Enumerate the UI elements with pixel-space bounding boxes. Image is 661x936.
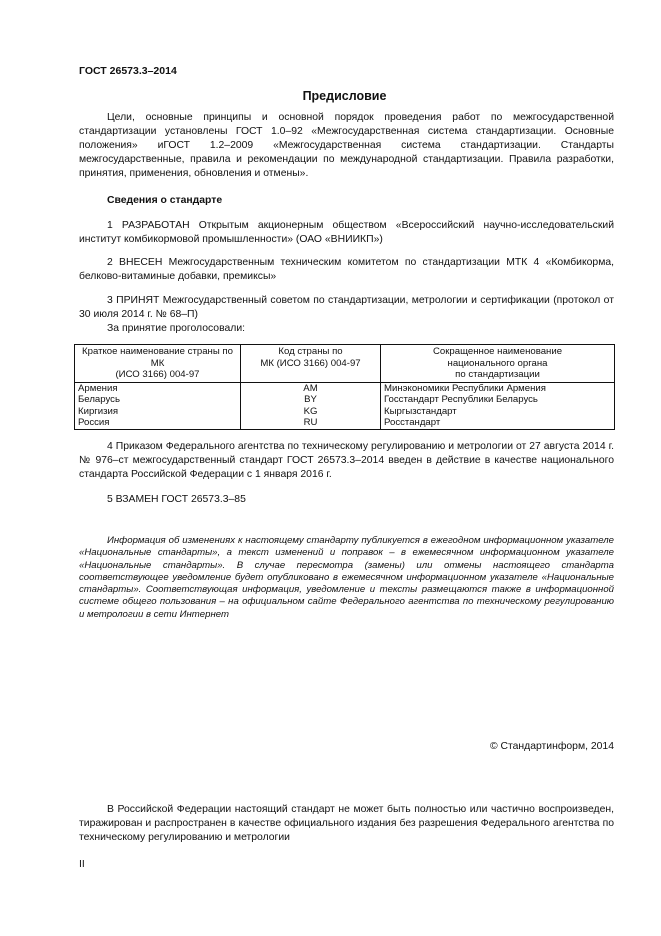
cell-country: Киргизия <box>75 406 241 418</box>
standard-code-header: ГОСТ 26573.3–2014 <box>79 65 177 77</box>
table-header-row <box>75 345 615 383</box>
preface-intro-paragraph: Цели, основные принципы и основной порядок проведения работ по межгосударственной стандартизации установлены ГОСТ 1.0–92 «Межгосударственная система стандартизации. Основные положения» иГОСТ 1.2–2009 «Межгосударственная система стандартизации. Стандарты межгосударственные, правила и рекомендации по международной стандартизации. Правила разработки, принятия, применения, обновления и отмены». <box>79 112 614 179</box>
cell-code: BY <box>241 394 381 406</box>
item-enacted: 4 Приказом Федерального агентства по техническому регулированию и метрологии от 27 августа 2014 г. № 976–ст межгосударственный стандарт ГОСТ 26573.3–2014 введен в действие в качестве национального стандарта Российской Федерации с 1 января 2016 г. <box>79 441 614 480</box>
preface-title <box>0 89 661 103</box>
column-header-country: Краткое наименование страны по МК (ИСО 3166) 004-97 <box>75 345 241 383</box>
table-row <box>75 417 615 429</box>
cell-country: Беларусь <box>75 394 241 406</box>
voted-label: За принятие проголосовали: <box>107 323 246 334</box>
copyright-line: © Стандартинформ, 2014 <box>489 741 614 752</box>
cell-code: KG <box>241 406 381 418</box>
item-developed-by: 1 РАЗРАБОТАН Открытым акционерным обществом «Всероссийский научно-исследовательский институт комбикормовой промышленности» (ОАО «ВНИИКП») <box>79 220 614 245</box>
preface-title-text: Предисловие <box>302 89 387 103</box>
cell-code: RU <box>241 417 381 429</box>
cell-code: AM <box>241 382 381 394</box>
voting-countries-table <box>74 344 615 430</box>
standard-info-subtitle: Сведения о стандарте <box>107 195 223 206</box>
reproduction-notice: В Российской Федерации настоящий стандарт не может быть полностью или частично воспроизведен, тиражирован и распространен в качестве официального издания без разрешения Федерального агентства по техническому регулированию и метрологии <box>79 804 614 843</box>
item-adopted-by: 3 ПРИНЯТ Межгосударственный советом по стандартизации, метрологии и сертификации (протокол от 30 июля 2014 г. № 68–П) <box>79 295 614 320</box>
cell-body: Кыргызстандарт <box>381 406 615 418</box>
cell-country: Россия <box>75 417 241 429</box>
cell-body: Росстандарт <box>381 417 615 429</box>
table-row <box>75 406 615 418</box>
column-header-code: Код страны по МК (ИСО 3166) 004-97 <box>241 345 381 383</box>
cell-country: Армения <box>75 382 241 394</box>
changes-info-note: Информация об изменениях к настоящему стандарту публикуется в ежегодном информационном указателе «Национальные стандарты», а текст изменений и поправок – в ежемесячном информационном указателе «Национальные стандарты». В случае пересмотра (замены) или отмены настоящего стандарта соответствующее уведомление будет опубликовано в ежемесячном информационном указателе «Национальные стандарты». Соответствующая информация, уведомление и тексты размещаются также в информационной системе общего пользования – на официальном сайте Федерального агентства по техническому регулированию и метрологии в сети Интернет <box>79 535 614 620</box>
cell-body: Минэкономики Республики Армения <box>381 382 615 394</box>
table-row <box>75 382 615 394</box>
table-row <box>75 394 615 406</box>
page-number: II <box>79 859 85 870</box>
column-header-body: Сокращенное наименование национального органа по стандартизации <box>381 345 615 383</box>
cell-body: Госстандарт Республики Беларусь <box>381 394 615 406</box>
item-submitted-by: 2 ВНЕСЕН Межгосударственным техническим комитетом по стандартизации МТК 4 «Комбикорма, белково-витаминые добавки, премиксы» <box>79 257 614 282</box>
item-replaces: 5 ВЗАМЕН ГОСТ 26573.3–85 <box>107 494 246 505</box>
